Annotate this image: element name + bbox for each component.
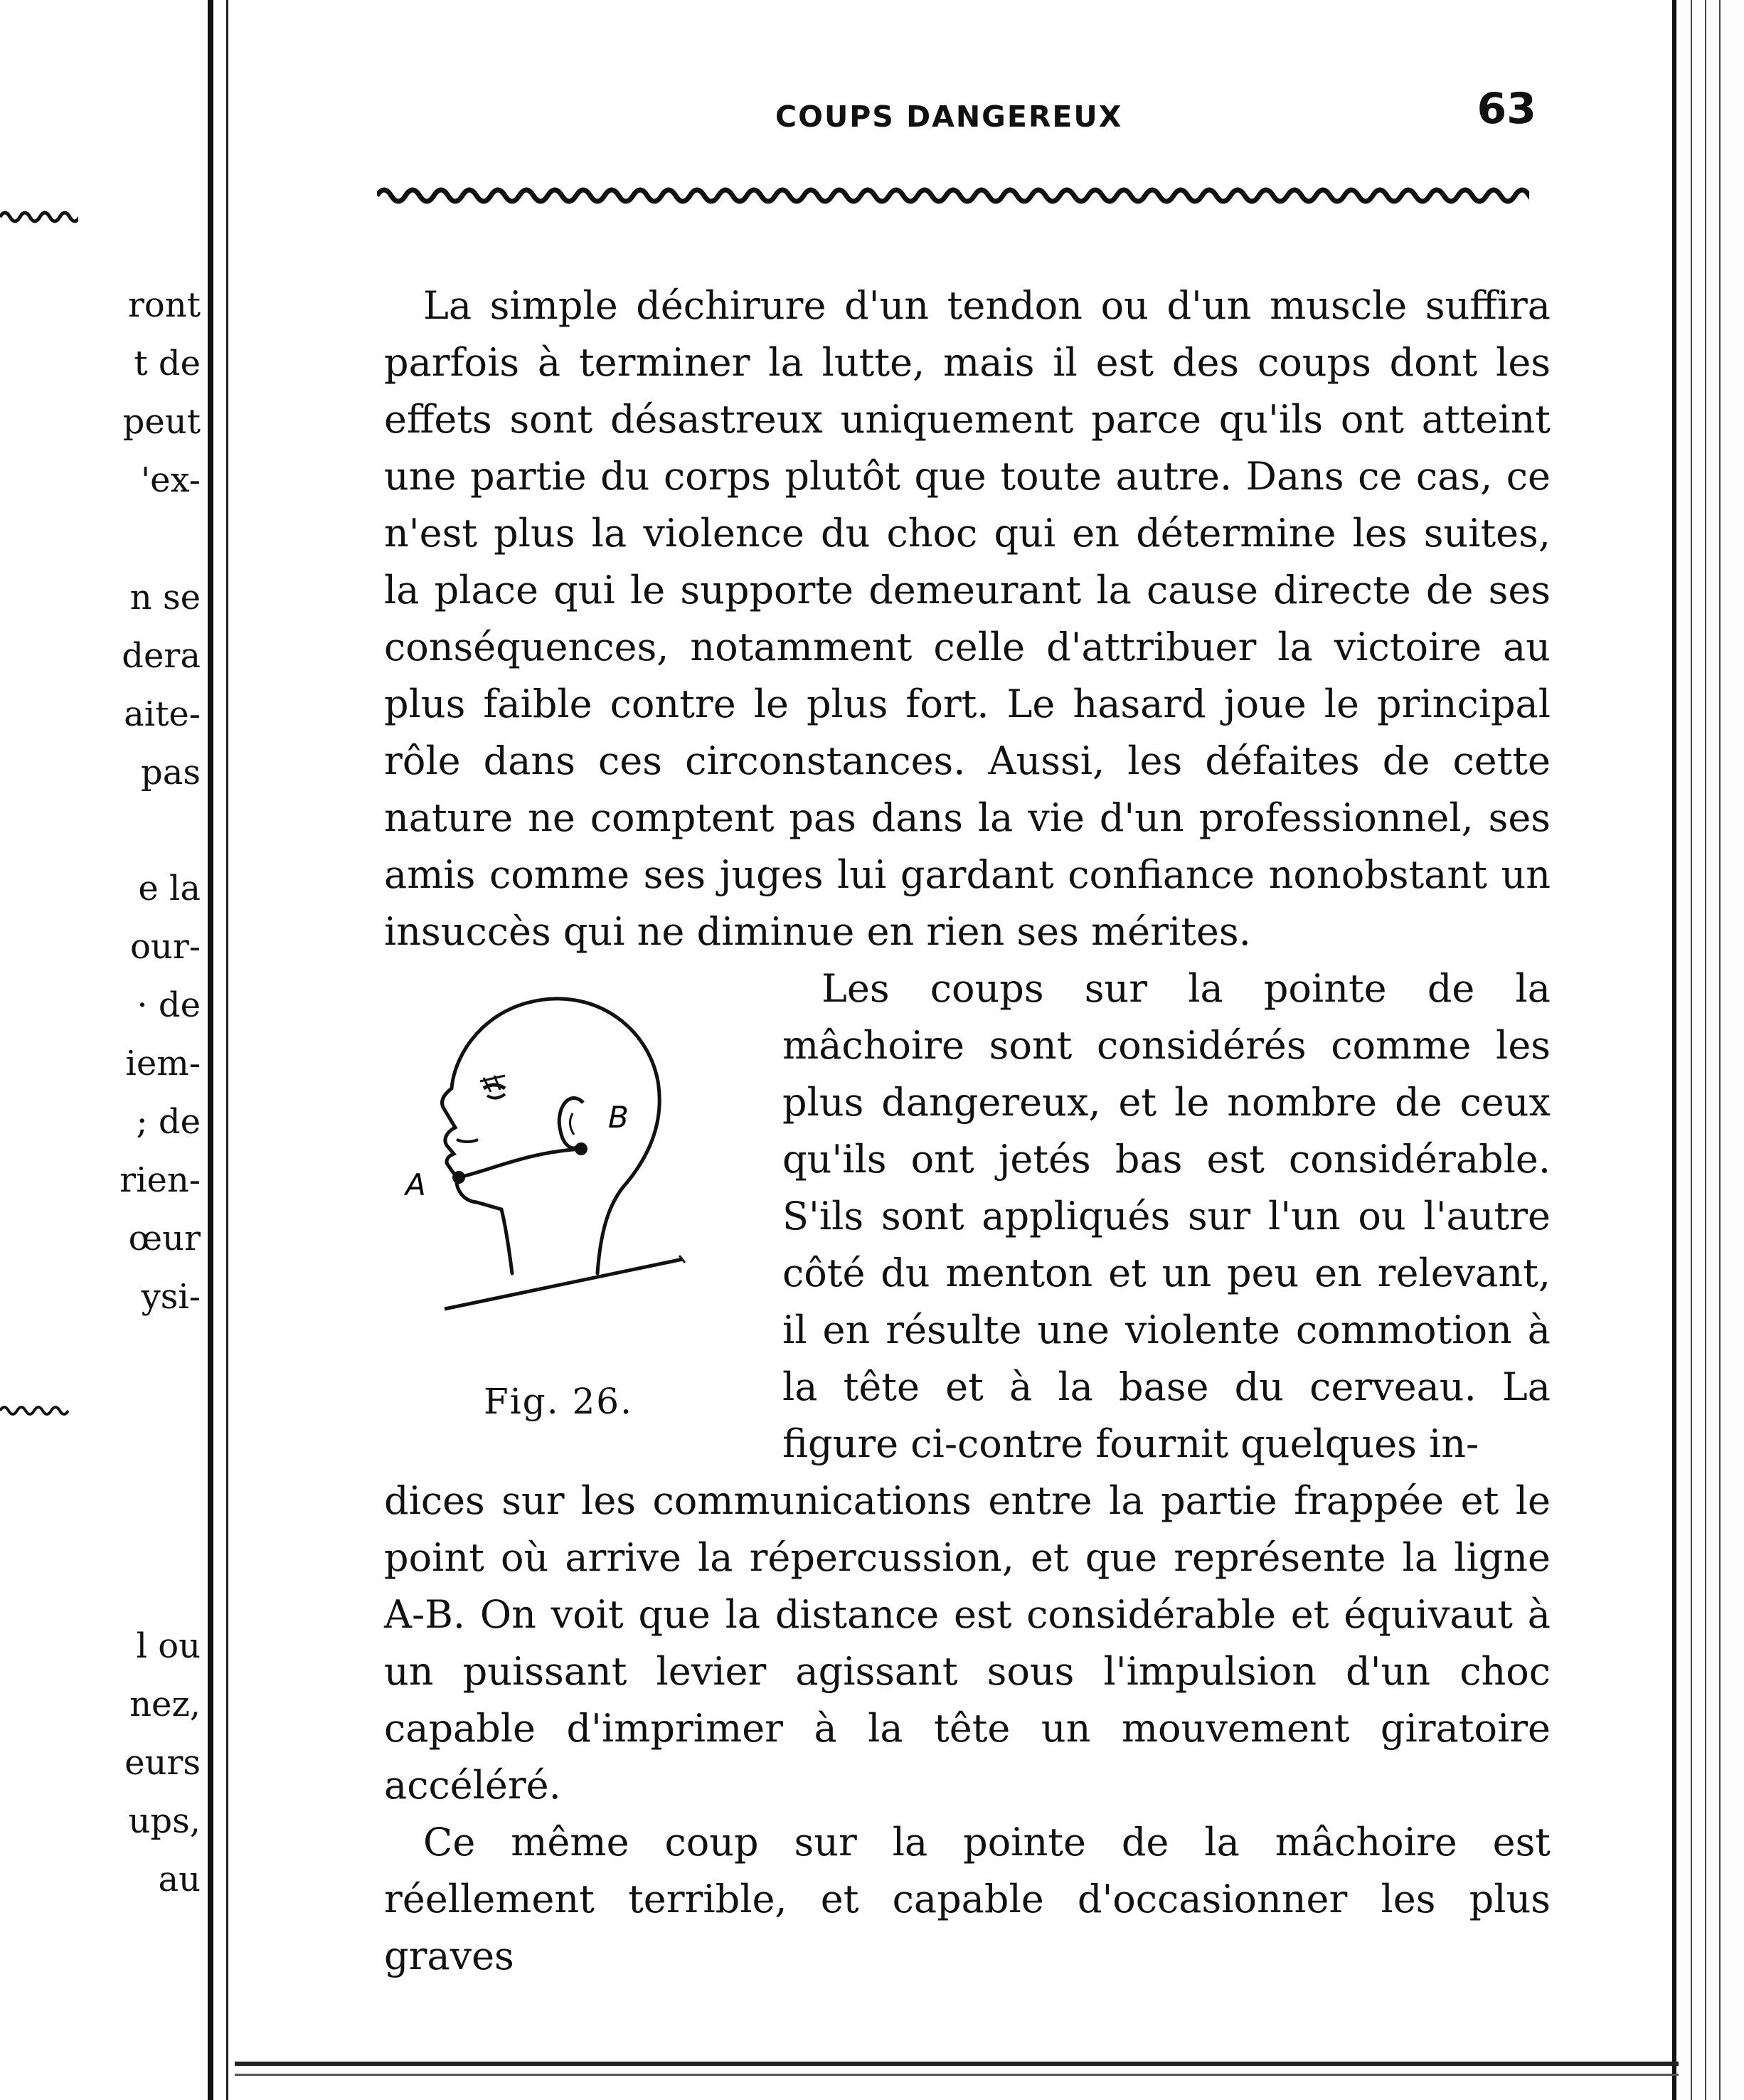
previous-page-fragment xyxy=(0,0,208,2100)
left-page-line: ysi- xyxy=(141,1277,201,1317)
figure-26 xyxy=(377,975,754,1422)
left-page-line: peut xyxy=(122,402,201,442)
figure-label-b: B xyxy=(608,1100,629,1135)
left-page-line: t de xyxy=(134,344,201,383)
left-page-squiggle-rule xyxy=(0,206,78,228)
left-page-line: · de xyxy=(137,985,201,1025)
paragraph-continued: dices sur les communications entre la partie frappée et le point où arrive la répercussion, et que représente la ligne A-B. On voit que la distance est considérable et équivaut à un puissant levier agissant sous l'impulsion d'un choc capable d'imprimer à la tête un mouvement giratoire accéléré. xyxy=(384,1478,1551,1808)
left-page-line: œur xyxy=(128,1219,201,1258)
left-page-line: aite- xyxy=(124,694,201,734)
left-page-line: dera xyxy=(122,636,201,676)
left-page-line: l ou xyxy=(136,1626,201,1666)
figure-wrap-block xyxy=(384,960,1551,1473)
figure-caption: Fig. 26. xyxy=(484,1381,633,1422)
left-page-line: rien- xyxy=(119,1160,201,1200)
body-text xyxy=(384,277,1551,1985)
left-page-line: our- xyxy=(130,927,201,967)
left-page-line: ups, xyxy=(128,1801,201,1841)
page-header xyxy=(398,84,1536,157)
left-page-line: eurs xyxy=(124,1743,201,1783)
header-squiggle-rule xyxy=(377,178,1529,213)
page-bottom-edge xyxy=(235,2062,1679,2066)
head-profile-illustration xyxy=(377,975,733,1345)
page-bottom-edge-shadow xyxy=(235,2074,1679,2076)
figure-label-a: A xyxy=(405,1167,426,1202)
left-page-ornament xyxy=(0,1400,78,1421)
left-page-line: iem- xyxy=(125,1044,201,1083)
book-gutter-edge xyxy=(226,0,228,2100)
left-page-line: ; de xyxy=(136,1102,201,1142)
page-stack-edge xyxy=(1672,0,1744,2100)
paragraph: Les coups sur la pointe de la mâchoire sont considérés comme les plus dangereux, et le nombre de ceux qu'ils ont jetés bas est considérable. S'ils sont appliqués sur l'un ou l'autre côté du menton et un peu en relevant, il en résulte une violente commotion à la tête et à la base du cerveau. La figure ci-contre fournit quelques in- xyxy=(782,966,1551,1466)
left-page-line: nez, xyxy=(129,1685,201,1724)
running-title: COUPS DANGEREUX xyxy=(775,100,1123,134)
left-page-line: 'ex- xyxy=(140,460,201,500)
left-page-line: e la xyxy=(138,869,201,908)
book-gutter xyxy=(208,0,213,2100)
left-page-line: n se xyxy=(129,578,201,617)
left-page-line: ront xyxy=(127,285,201,325)
paragraph: Ce même coup sur la pointe de la mâchoire est réellement terrible, et capable d'occasionner les plus graves xyxy=(384,1820,1551,1978)
left-page-line: au xyxy=(158,1860,201,1899)
page-number: 63 xyxy=(1477,84,1536,134)
left-page-line: pas xyxy=(141,753,201,792)
paragraph: La simple déchirure d'un tendon ou d'un muscle suffira parfois à terminer la lutte, mais il est des coups dont les effets sont désastreux uniquement parce qu'ils ont atteint une partie du corps plutôt que toute autre. Dans ce cas, ce n'est plus la violence du choc qui en détermine les suites, la place qui le supporte demeurant la cause directe de ses conséquences, notamment celle d'attribuer la victoire au plus faible contre le plus fort. Le hasard joue le principal rôle dans ces circonstances. Aussi, les défaites de cette nature ne comptent pas dans la vie d'un professionnel, ses amis comme ses juges lui gardant confiance nonobstant un insuccès qui ne diminue en rien ses mérites. xyxy=(384,283,1551,954)
